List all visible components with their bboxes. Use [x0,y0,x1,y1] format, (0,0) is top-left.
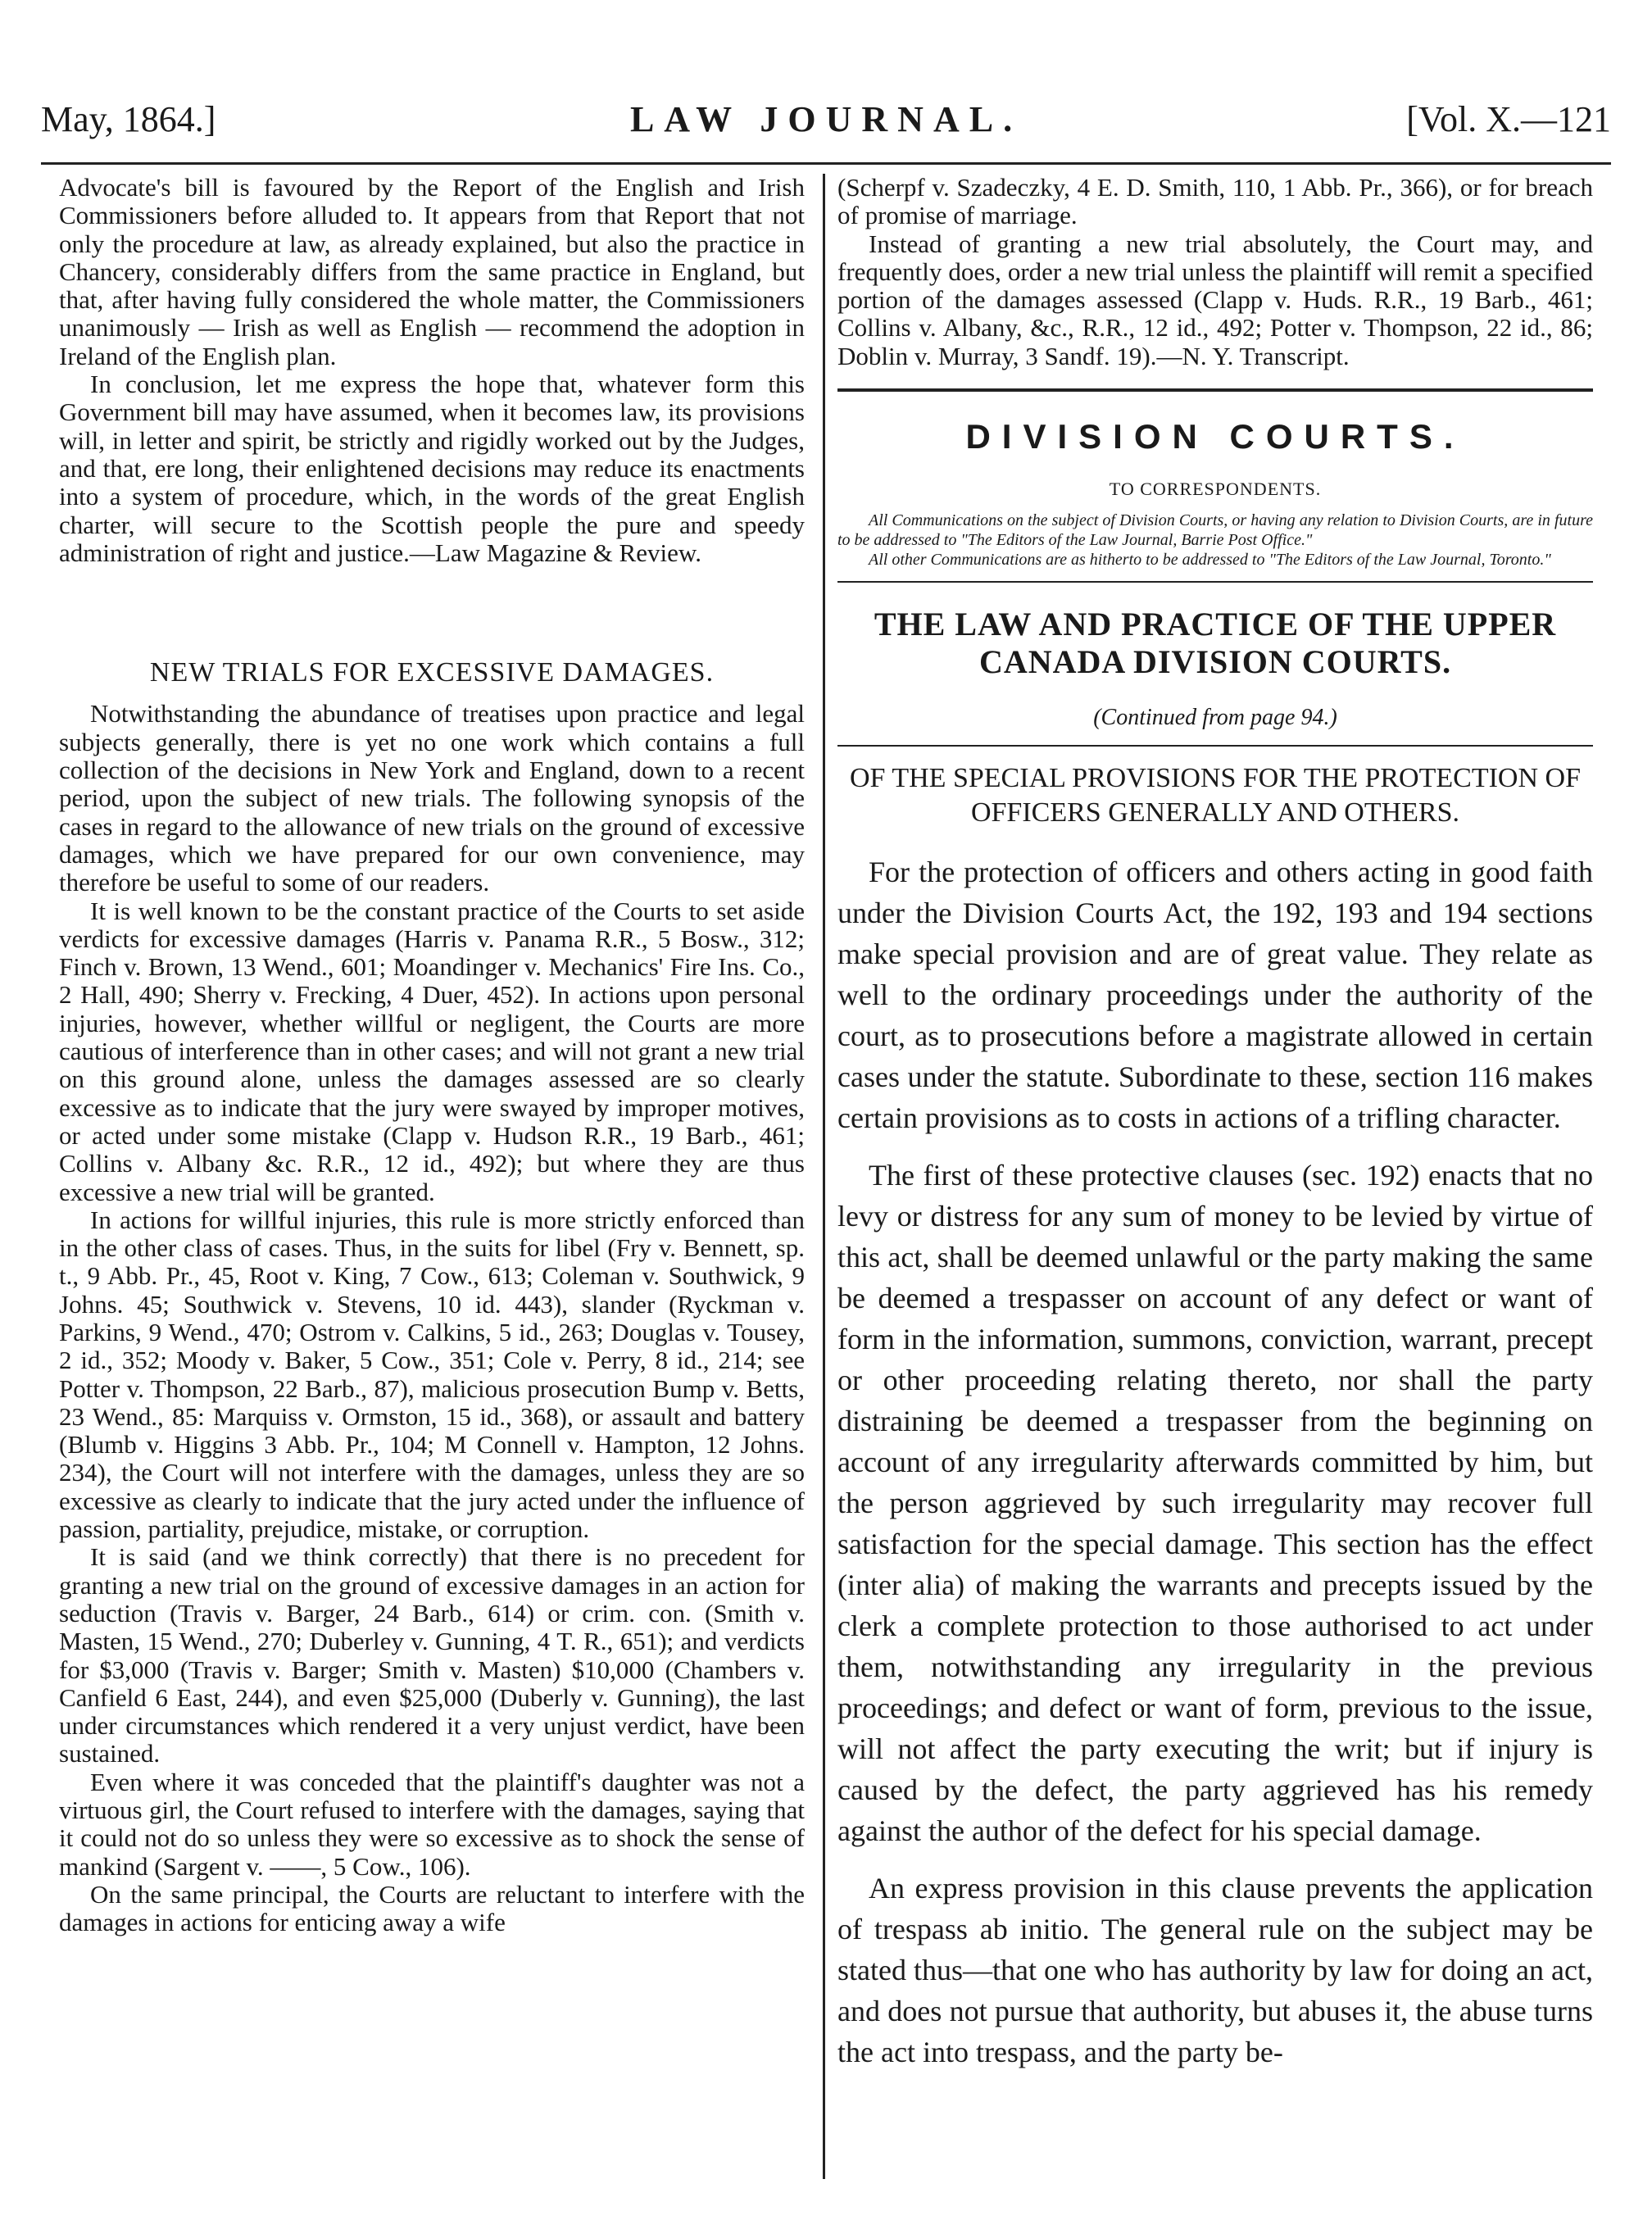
column-divider [823,174,825,2179]
paragraph: In conclusion, let me express the hope that, whatever form this Government bill may have assumed, when it becomes law, its provisions will, in letter and spirit, be strictly and rigidly worked out by the Judges, and that, ere long, their enlightened decisions may reduce its enactments into a system of procedure, which, in the words of the great English charter, will secure to the Scottish people the pure and speedy administration of right and justice.—Law Magazine & Review. [59,370,805,567]
paragraph: It is said (and we think correctly) that there is no precedent for granting a new trial on the ground of excessive damages in an action for seduction (Travis v. Barger, 24 Barb., 614) or crim. con. (Smith v. Masten, 15 Wend., 270; Duberley v. Gunning, 4 T. R., 651); and verdicts for $3,000 (Travis v. Barger; Smith v. Masten) $10,000 (Chambers v. Canfield 6 East, 244), and even $25,000 (Duberly v. Gunning), the last under circumstances which rendered it a very unjust verdict, have been sustained. [59,1542,805,1768]
paragraph: Notwithstanding the abundance of treatises upon practice and legal subjects generally, there is yet no one work which contains a full collection of the decisions in New York and England, down to a recent period, upon the subject of new trials. The following synopsis of the cases in regard to the allowance of new trials on the ground of excessive damages, which we have prepared for our own convenience, may therefore be useful to some of our readers. [59,699,805,897]
correspondents-note: All Communications on the subject of Division Courts, or having any relation to Division Courts, are in future to be addressed to "The Editors of the Law Journal, Barrie Post Office." [837,511,1593,549]
article-body [837,851,1593,2072]
continued-note: (Continued from page 94.) [1093,704,1337,730]
section-rule [837,388,1593,392]
page-header [41,98,1611,156]
paragraph: An express provision in this clause prevents the application of trespass ab initio. The general rule on the subject may be stated thus—that one who has authority by law for doing an act, and does not pursue that authority, but abuses it, the abuse turns the act into trespass, and the party be- [837,1871,1593,2068]
right-column [837,174,1593,2187]
left-column [59,174,805,2187]
paragraph: Even where it was conceded that the plaintiff's daughter was not a virtuous girl, the Court refused to interfere with the damages, saying that it could not do so unless they were so excessive as to shock the sense of mankind (Sargent v. ——, 5 Cow., 106). [59,1767,805,1881]
paragraph: On the same principal, the Courts are reluctant to interfere with the damages in actions for enticing away a wife [59,1879,805,1937]
division-courts-title: DIVISION COURTS. [965,417,1465,456]
paragraph: Instead of granting a new trial absolutely, the Court may, and frequently does, order a new trial unless the plaintiff will remit a specified portion of the damages assessed (Clapp v. Huds. R.R., 19 Barb., 461; Collins v. Albany, &c., R.R., 12 id., 492; Potter v. Thompson, 22 id., 86; Doblin v. Murray, 3 Sandf. 19).—N. Y. Transcript. [837,229,1593,370]
paragraph: For the protection of officers and others acting in good faith under the Division Courts Act, the 192, 193 and 194 sections make special provision and are of great value. They relate as well to the ordinary proceedings under the authority of the court, as to prosecutions before a magistrate allowed in certain cases under the statute. Subordinate to these, section 116 makes certain provisions as to costs in actions of a trifling character. [837,855,1593,1134]
paragraph: In actions for willful injuries, this rule is more strictly enforced than in the other class of cases. Thus, in the suits for libel (Fry v. Bennett, sp. t., 9 Abb. Pr., 45, Root v. King, 7 Cow., 613; Coleman v. Southwick, 9 Johns. 45; Southwick v. Stevens, 10 id. 443), slander (Ryckman v. Parkins, 9 Wend., 470; Ostrom v. Calkins, 5 id., 263; Douglas v. Tousey, 2 id., 352; Moody v. Baker, 5 Cow., 351; Cole v. Perry, 8 id., 214; see Potter v. Thompson, 22 Barb., 87), malicious prosecution Bump v. Betts, 23 Wend., 85: Marquiss v. Ormston, 15 id., 368), or assault and battery (Blumb v. Higgins 3 Abb. Pr., 104; M Connell v. Hampton, 12 Johns. 234), the Court will not interfere with the damages, unless they are so excessive as clearly to indicate that the jury acted under the influence of passion, partiality, prejudice, mistake, or corruption. [59,1205,805,1544]
paragraph: Advocate's bill is favoured by the Report of the English and Irish Commissioners before alluded to. It appears from that Report that not only the procedure at law, as already explained, but also the practice in Chancery, considerably differs from the same practice in England, but that, after having fully considered the whole matter, the Commissioners unanimously — Irish as well as English — recommend the adoption in Ireland of the English plan. [59,173,805,370]
article-title: THE LAW AND PRACTICE OF THE UPPER CANADA DIVISION COURTS. [874,605,1557,680]
article-subtitle: OF THE SPECIAL PROVISIONS FOR THE PROTECTION OF OFFICERS GENERALLY AND OTHERS. [850,762,1581,828]
header-volume: [Vol. X.—121 [1406,99,1611,139]
header-date: May, 1864.] [41,99,216,139]
correspondents-title: TO CORRESPONDENTS. [1109,479,1322,500]
section-title: NEW TRIALS FOR EXCESSIVE DAMAGES. [149,657,715,688]
correspondents-note: All other Communications are as hitherto to be addressed to "The Editors of the Law Journal, Toronto." [869,550,1551,569]
header-rule [41,162,1611,165]
paragraph: (Scherpf v. Szadeczky, 4 E. D. Smith, 110, 1 Abb. Pr., 366), or for breach of promise of marriage. [837,173,1593,230]
section-rule [837,745,1593,747]
header-title: LAW JOURNAL. [629,99,1023,139]
paragraph: The first of these protective clauses (sec. 192) enacts that no levy or distress for any sum of money to be levied by virtue of this act, shall be deemed unlawful or the party making the same be deemed a trespasser on account of any defect or want of form in the information, summons, conviction, warrant, precept or other proceeding relating thereto, nor shall the party distraining be deemed a trespasser from the beginning on account of any irregularity afterwards committed by him, but the person aggrieved by such irregularity may recover full satisfaction for the special damage. This section has the effect (inter alia) of making the warrants and precepts issued by the clerk a complete protection to those authorised to act under them, notwithstanding any irregularity in the previous proceedings; and defect or want of form, previous to the issue, will not affect the party executing the writ; but if injury is caused by the defect, the party aggrieved has his remedy against the author of the defect for his special damage. [837,1158,1593,1847]
paragraph: It is well known to be the constant practice of the Courts to set aside verdicts for excessive damages (Harris v. Panama R.R., 5 Bosw., 312; Finch v. Brown, 13 Wend., 601; Moandinger v. Mechanics' Fire Ins. Co., 2 Hall, 490; Sherry v. Frecking, 4 Duer, 452). In actions upon personal injuries, however, whether willful or negligent, the Courts are more cautious of interference than in other cases; and will not grant a new trial on this ground alone, unless the damages assessed are so clearly excessive as to indicate that the jury were swayed by improper motives, or acted under some mistake (Clapp v. Hudson R.R., 19 Barb., 461; Collins v. Albany &c. R.R., 12 id., 492); but where they are thus excessive a new trial will be granted. [59,896,805,1206]
section-rule [837,581,1593,583]
